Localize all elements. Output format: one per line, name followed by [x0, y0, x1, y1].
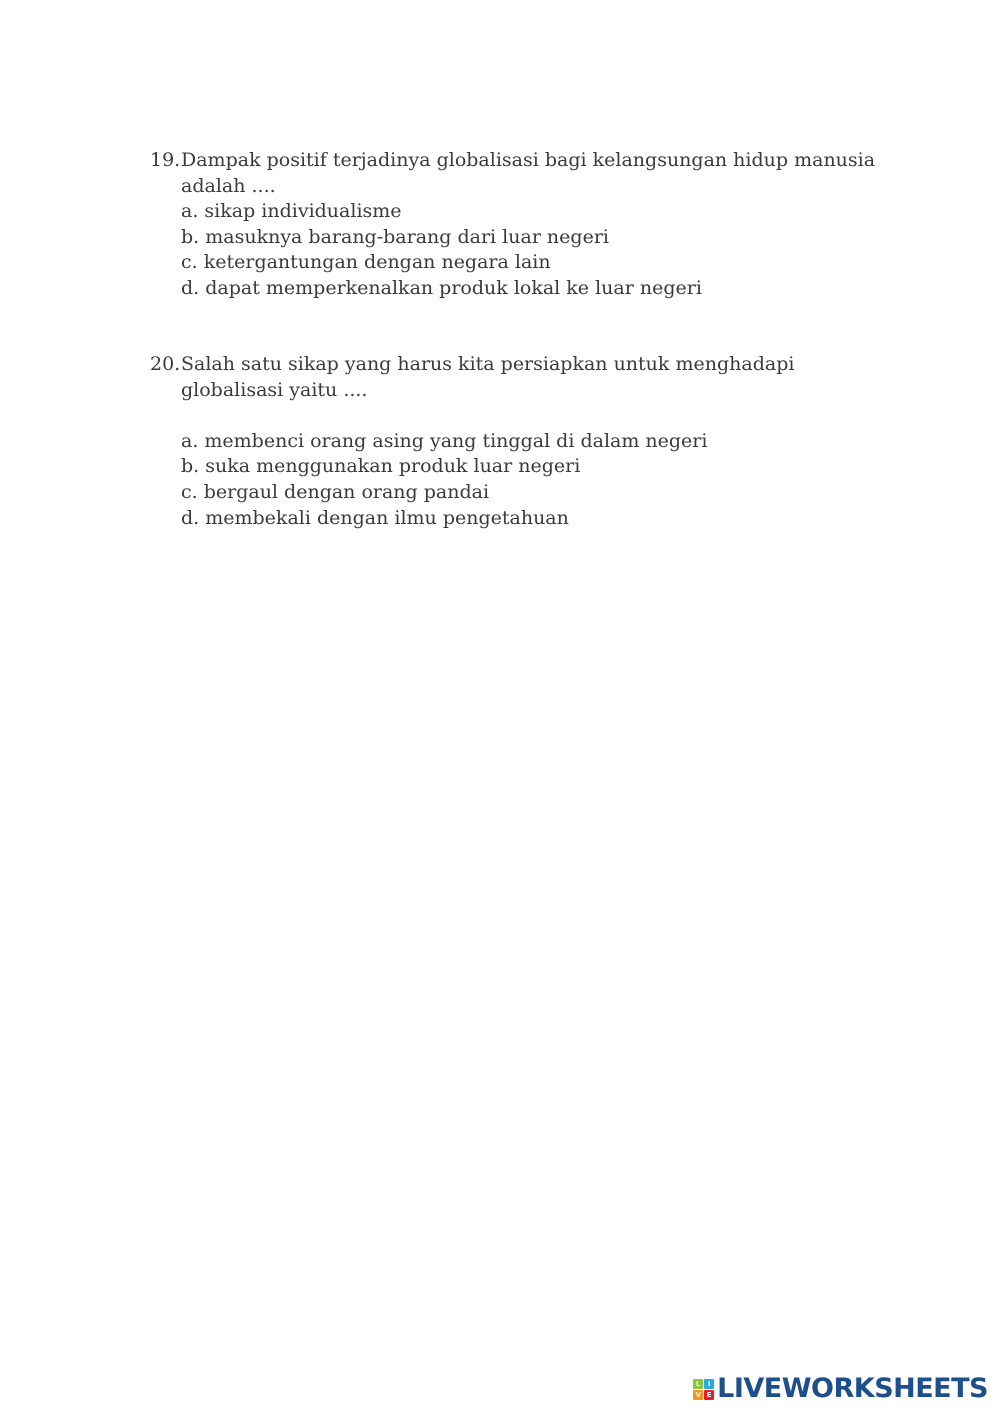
question-text: Dampak positif terjadinya globalisasi bagi kelangsungan hidup manusia adalah .... — [181, 149, 876, 197]
question-stem — [150, 352, 890, 403]
logo-tile: E — [704, 1390, 714, 1400]
logo-tile: L — [693, 1379, 703, 1389]
answer-option-d[interactable]: d. membekali dengan ilmu pengetahuan — [181, 506, 569, 529]
answer-option-c[interactable]: c. ketergantungan dengan negara lain — [181, 251, 551, 274]
logo-tiles-icon — [693, 1379, 714, 1400]
question-number: 19. — [150, 149, 181, 171]
answer-option-a[interactable]: a. membenci orang asing yang tinggal di dalam negeri — [181, 429, 708, 452]
question-number: 20. — [150, 353, 181, 375]
question-19 — [150, 148, 890, 302]
logo-tile: I — [704, 1379, 714, 1389]
answer-option-d[interactable]: d. dapat memperkenalkan produk lokal ke luar negeri — [181, 276, 702, 299]
answer-option-b[interactable]: b. masuknya barang-barang dari luar negeri — [181, 225, 609, 248]
question-20 — [150, 352, 890, 531]
answer-option-a[interactable]: a. sikap individualisme — [181, 200, 402, 223]
question-stem — [150, 148, 890, 199]
logo-tile: V — [693, 1390, 703, 1400]
liveworksheets-logo — [693, 1374, 988, 1404]
answer-options — [181, 199, 890, 301]
answer-options — [181, 429, 890, 531]
question-text: Salah satu sikap yang harus kita persiapkan untuk menghadapi globalisasi yaitu .... — [181, 353, 795, 401]
logo-text: LIVEWORKSHEETS — [717, 1373, 988, 1404]
answer-option-b[interactable]: b. suka menggunakan produk luar negeri — [181, 455, 581, 478]
answer-option-c[interactable]: c. bergaul dengan orang pandai — [181, 480, 490, 503]
